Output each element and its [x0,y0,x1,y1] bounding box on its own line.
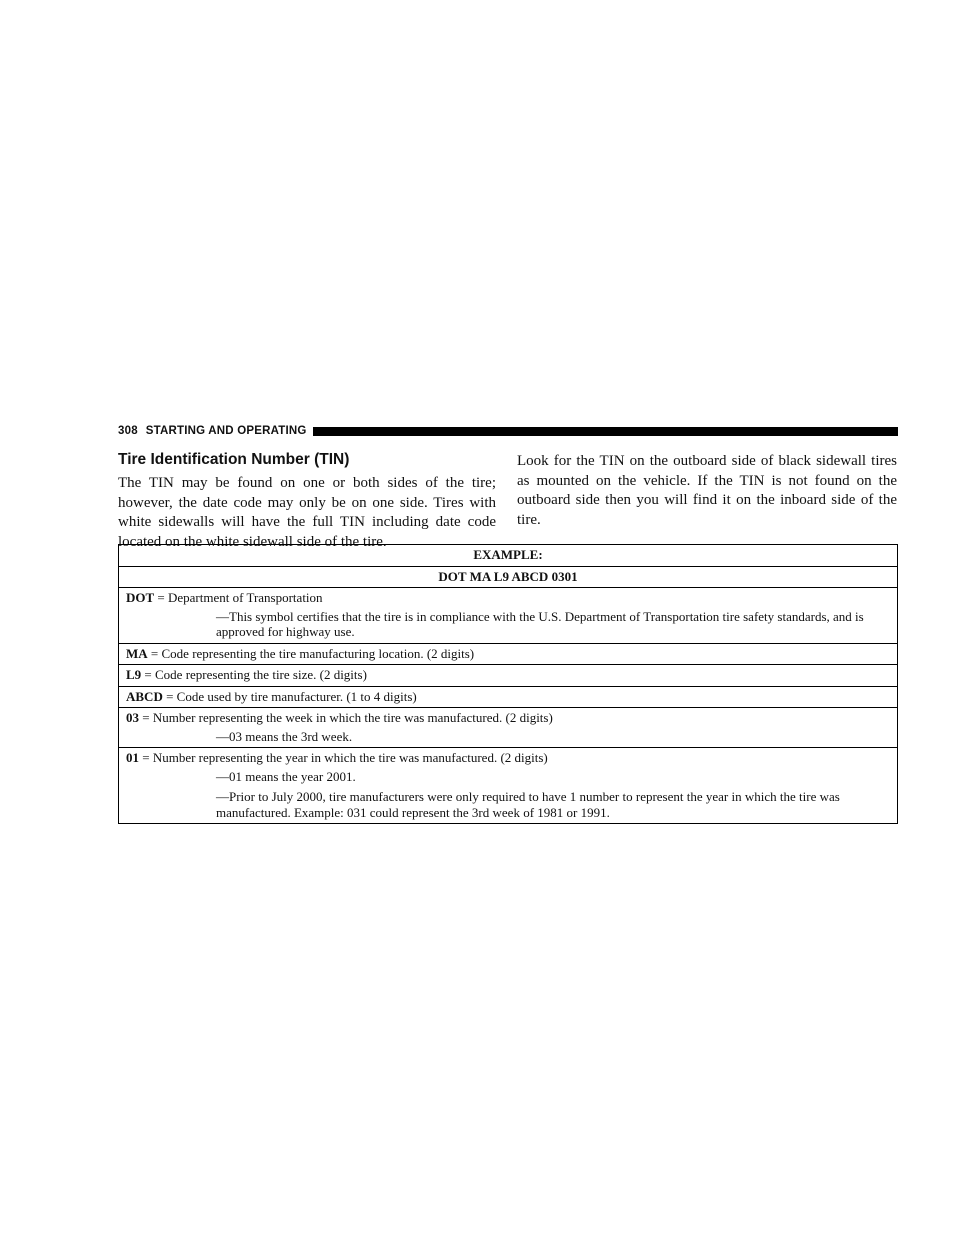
header-rule [313,427,898,436]
code-term: 03 [126,710,139,725]
tin-example-table [118,544,898,824]
page-header [118,424,898,438]
table-row [119,643,898,665]
page-number: 308 [118,425,138,437]
code-definition: = Code representing the tire manufacturing location. (2 digits) [147,645,475,661]
definition-note: —This symbol certifies that the tire is in compliance with the U.S. Department of Transportation tire safety standards, and is approved for highway use. [216,608,864,639]
definition-line [126,590,890,606]
table-row [119,748,898,824]
definition-line [126,689,890,705]
definition-line [126,710,890,726]
code-definition: = Number representing the week in which the tire was manufactured. (2 digits) [139,710,553,725]
definition-cell [119,588,898,644]
code-definition: = Code representing the tire size. (2 digits) [141,667,367,682]
definition-line [126,667,890,683]
code-term: L9 [126,667,142,682]
definition-note: —Prior to July 2000, tire manufacturers were only required to have 1 number to represent the year in which the tire was manufactured. Example: 031 could represent the 3rd week of 1981 or 1991. [216,789,840,820]
table-row [119,686,898,708]
example-code: DOT MA L9 ABCD 0301 [119,566,898,588]
paragraph-left: The TIN may be found on one or both sides of the tire; however, the date code may only be on one side. Tires with white sidewalls will have the full TIN including date code located on the white sidewall side of the tire. [118,475,496,550]
table-row [119,708,898,748]
definition-cell [119,686,898,708]
code-term: DOT [126,590,155,605]
definition-note: —01 means the year 2001. [216,768,356,784]
definition-line [126,646,890,662]
code-definition: = Department of Transportation [154,590,323,605]
table-example-row [119,566,898,588]
code-term: MA [126,645,148,661]
code-definition: = Number representing the year in which the tire was manufactured. (2 digits) [139,750,548,765]
table-row [119,665,898,687]
definition-cell [119,708,898,748]
section-heading: Tire Identification Number (TIN) [118,451,350,468]
paragraph-right: Look for the TIN on the outboard side of black sidewall tires as mounted on the vehicle. If the TIN is not found on the outboard side then you will find it on the inboard side of the tire. [517,453,897,528]
definition-line [126,750,890,766]
definition-note: —03 means the 3rd week. [216,728,353,744]
table-row [119,588,898,644]
table-title-row [119,545,898,567]
code-term: ABCD [126,688,163,704]
section-title: STARTING AND OPERATING [145,425,307,437]
definition-cell [119,748,898,824]
code-term: 01 [126,750,139,765]
code-definition: = Code used by tire manufacturer. (1 to 4 digits) [162,688,417,704]
definition-cell [119,665,898,687]
definition-cell [119,643,898,665]
table-title: EXAMPLE: [119,545,898,567]
